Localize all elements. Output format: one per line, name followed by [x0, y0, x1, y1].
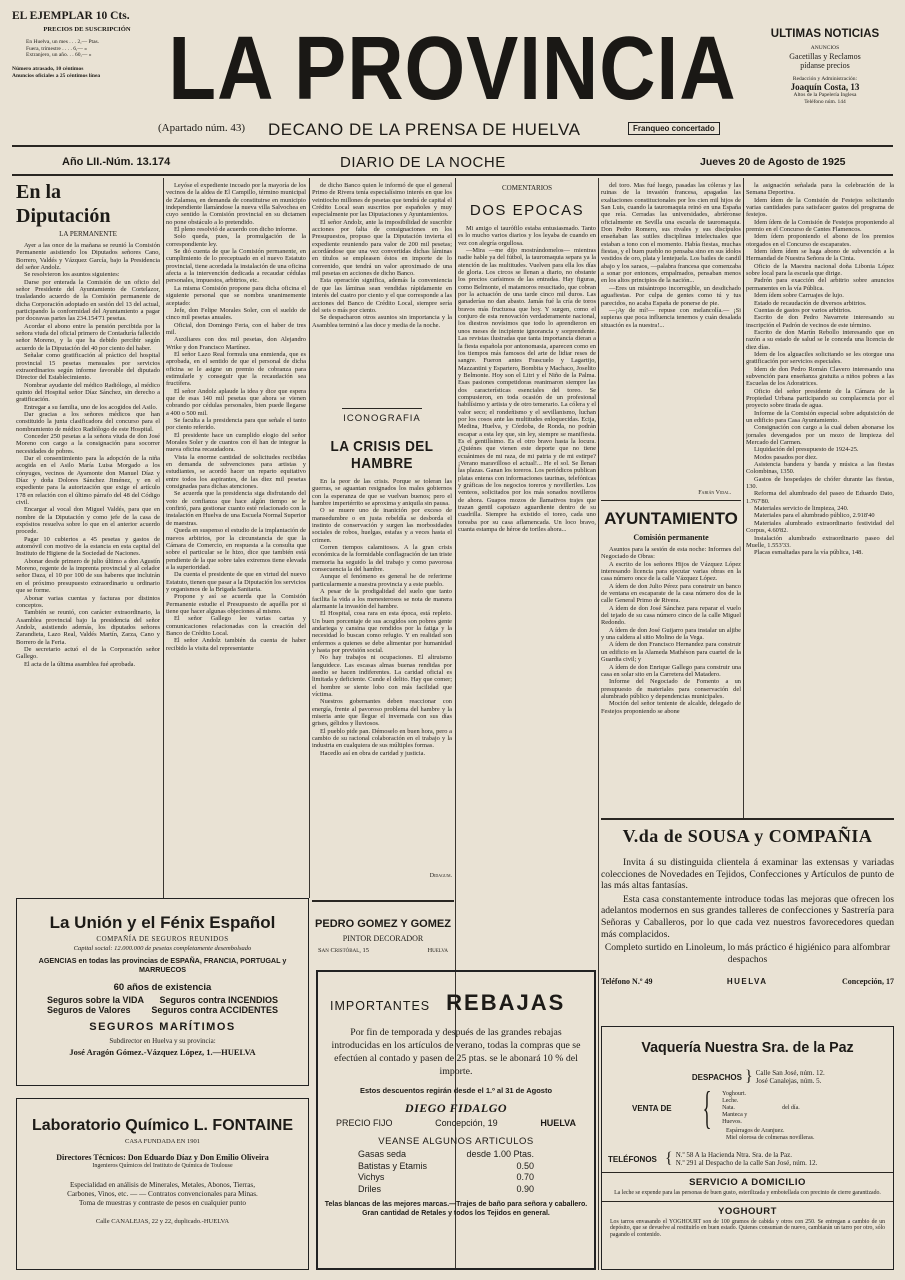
paragraph: Idem ídem proponiendo el abono de los premios otorgados en el Concurso de escaparates. [746, 233, 894, 248]
paragraph: Oficial, don Domingo Feria, con el haber de tres mil. [166, 321, 306, 336]
despachos [632, 1068, 883, 1086]
paragraph: A ídem de don Julio Pérez para construir un banco de ventana en escaparate de la casa número dos de la calle General Primo de Rivera. [601, 582, 741, 605]
paragraph: Corren tiempos calamitosos. A la gran crisis económica de la formidable conflagración de tan triste memoria ha seguido la del trabajo y como pavorosa consecuencia la del hambre. [312, 544, 452, 574]
headline: DOS EPOCAS [469, 202, 585, 219]
price: EL EJEMPLAR 10 Cts. [12, 10, 130, 22]
address: Joaquín Costa, 13 [790, 82, 860, 93]
paragraph: El señor Andolz aplaude la idea y dice que espera que de esas 140 mil pesetas que ahora se vienen cobrando por cédulas personales, bien puede llegarse a 400 o 500 mil. [166, 387, 306, 417]
paragraph: No hay trabajos ni ocupaciones. El altruismo languidece. Las escasas almas buenas rendidas por asedio se hacen indiferentes. La caridad oficial es limitada y deficiente. Cunde el delito. Hay que comer; el hombre se siente lobo con más facilidad que víctima. [312, 654, 452, 698]
paragraph: Asistencia bandera y banda y música a las fiestas Colombinas, 1350. [746, 461, 894, 476]
ad-vaqueria [601, 1026, 894, 1270]
newspaper-subtitle: DECANO DE LA PRENSA DE HUELVA [268, 120, 581, 139]
ad-title: Vaquería Nuestra Sra. de la Paz [641, 1039, 854, 1056]
product: Miel olorosa de colmenas novilleras. [726, 1135, 815, 1141]
subs-title: PRECIOS DE SUSCRIPCIÓN [43, 26, 131, 33]
paragraph: El acta de la última asamblea fué aprobada. [24, 660, 136, 668]
paragraph: Se despacharon otros asuntos sin importancia y la Asamblea terminó a las doce y media de la noche. [312, 314, 452, 329]
ad-sub: CASA FUNDADA EN 1901 [125, 1138, 200, 1145]
service: SERVICIO A DOMICILIO [689, 1177, 806, 1188]
paragraph: Informe del Negociado de Fomento a un presupuesto de materiales para conservación del alumbrado público y dependencias municipales. [601, 678, 741, 700]
signature: Fabián Vidal. [698, 490, 731, 496]
paragraph: El pueblo pide pan. Démoselo en buen hora, pero a cambio de su racional colaboración en el trabajo y la industria en cualquiera de sus múltiples formas. [312, 727, 452, 750]
address: Calle CANALEJAS, 22 y 22, duplicado.-HUELVA [95, 1218, 230, 1225]
paragraph: Hacedlo así en obra de caridad y justicia. [320, 749, 426, 757]
subdirector: Subdirector en Huelva y su provincia: [109, 1037, 216, 1045]
paragraph: —Eres un misántropo incorregible, un desdichado aguafiestas. Por culpa de gentes como tú y tus parecidos, no acaba España de ponerse de pie. [601, 284, 741, 307]
ad-title: REBAJAS [446, 990, 566, 1015]
item: Vichys [358, 1172, 385, 1182]
ad-title: IMPORTANTES [330, 999, 431, 1013]
date: Jueves 20 de Agosto de 1925 [700, 156, 846, 168]
shop-info [336, 1118, 576, 1128]
ad-union-fenix [16, 898, 309, 1086]
paragraph: Abonar desde primero de julio último a don Agustín Moreno, regente de la imprenta provincial y al celador señor Daza, el 10 por 100 de sus haberes que incluirán en el próximo presupuesto extraordinario u ordinario que se forme. [16, 557, 160, 595]
item: Driles [358, 1183, 382, 1194]
ad-rebajas [316, 970, 596, 1270]
paragraph: Idem de don Pedro Román Clavero interesando una subvención para enseñanza gratuita a niños pobres a las Escuelas de los Adoratrices. [746, 365, 894, 388]
paragraph: Instalación alumbrado extraordinario paseo del Muelle, 1.553'33. [746, 534, 894, 549]
right-line: ANUNCIOS [810, 45, 840, 51]
admin: Redacción y Administración: [792, 75, 858, 82]
service-line: Especialidad en análisis de Minerales, Metales, Abonos, Tierras, [69, 1181, 256, 1189]
paragraph: Moción del señor teniente de alcalde, delegado de Festejos proponiendo se abone [601, 700, 741, 715]
telefonos [608, 1150, 885, 1168]
ad-body: Por fin de temporada y después de las grandes rebajas introducidas en los artículos de verano, todas la compras que se efectúen al contado y pasen de 25 ptas. se le abonará 10 % del importe. [331, 1027, 581, 1077]
paragraph: Materiales servicio de limpieza, 240. [754, 505, 849, 513]
section-label: COMENTARIOS [502, 184, 552, 192]
directors-note: Ingenieros Químicos del Instituto de Química de Toulouse [92, 1163, 233, 1169]
paragraph: El señor Andolz también da cuenta de haber recibido la visita del representante [166, 637, 306, 652]
paragraph: Asuntos para la sesión de esta noche: Informes del Negociado de Obras: [601, 546, 741, 561]
ad-footer: Telas blancas de las mejores marcas.—Trajes de baño para señora y caballero. [324, 1201, 588, 1208]
product: Leche. [722, 1097, 739, 1104]
issue-number: Año LII.-Núm. 13.174 [62, 156, 171, 168]
agent: José Aragón Gómez.-Vázquez López, 1.—HUELVA [69, 1047, 256, 1057]
paragraph: Estado de recaudación de diversos arbitrios. [754, 299, 867, 307]
service-note: La leche se expende para las personas de buen gusto, esterilizada y embotellada con precinto de cierre garantizado. [614, 1190, 881, 1196]
paragraph: —Mira —me dijo mostrándomelos— mientras nadie hable ya del fútbol, la tauromaquia separa ya la atención de las multitudes. Vuelven para ella los días de gloria. Los circos se llenan a diario, no obstante los precios carísimos de las entradas. Hay figuras, como Belmonte, el matamoros resucitado, que cobran por la actuación de una tarde cinco mil duros. Las ganaderías no dan abasto. Jamás fué la cría de toros bravos más fructuosa que hoy. Y surgen, como el conjuro de esta renovación verdaderamente nacional, los diestros novísimos que todo lo aprendieron en unos meses de incipiente ignorancia y sorprendente. Las revistas ilustradas que tanta importancia dieran a la fiesta española por antonomasia, aparecen como en los tiempos más famosos del arte de lidiar reses de sangre. Fueron antes Frascuelo y Lagartijo, Mazzantini y Espartero, Bombita y Machaco, Joselito y Belmonte. Hoy son el Litri y el Niño de la Palma. Esas pasiones competidoras reanimaron siempre las dos características esenciales del toreo. Se compusieron, en toda ocasión de un profesional habilísimo y artista y de otro temerario. La cólera y el valor seco; el rondeñismo y el sevillanismo, luchan por los cosos ante las multitudes enloquecidas. Ecija, Medina, Huelva, y Córdoba, de Ronda, no podrán escapar a esta ley que, sin ley, siempre se manifiesta. Es el gentilísimo. Es el otro bravo hasta la locura. ¿Quiénes que vienen este deporte que no tiene ecuánimes de mi raza, de mi patria y de mi estirpe? ¡Verano maravilloso el actual!... He el sol. Se llenan las plazas. Ganan los toreros. Los periódicos publican platas enteras con informaciones taurinas, telefónicas y gráficas de los negocios toreros y novilleriles. Los venteos, solicitados por los más sonados novilleros de ahora. Guapos mozos de llamativos trajes que trazan gentil capotazo aguardiente dentro de su cuadrilla. Siempre ha existido el toreo, cada uno toreaba por su casa aflamencada. Un loco bravo, cuanta estampa de héroe de toriles ahora... [458, 247, 596, 534]
address: Concepción, 17 [841, 977, 894, 987]
paragraph: O se muere uno de inanición por exceso de mansedumbre o en justa rebeldía se desborda el instinto de conservación y surgen las morbosidades sociales de robos, huelgas, estafas y a veces hasta el crimen. [312, 507, 452, 544]
paragraph: Abonar varias cuentas y facturas por distintos conceptos. [16, 594, 160, 609]
paragraph: Nombrar ayudante del médico Radiólogo, al médico quinto del Hospital señor Díaz Sánchez, sin derecho a gratificación. [16, 381, 160, 404]
address: San Cristóbal, 15 [318, 946, 369, 954]
address2: Altos de la Papelería Inglesa [793, 92, 857, 99]
ad-sub: PINTOR DECORADOR [342, 933, 424, 943]
precio-fijo: PRECIO FIJO [336, 1118, 393, 1128]
subs-line: Extranjero, un año. . . 60,— » [26, 52, 92, 59]
headline: LA CRISIS DEL HAMBRE [330, 438, 434, 472]
paragraph: Placas esmaltadas para la vía pública, 148. [754, 549, 863, 557]
paragraph: El señor Gallego lee varias cartas y comunicaciones relacionadas con la creación del Banco de Crédito Local. [166, 615, 306, 637]
paragraph: Queda en suspenso el estudio de la implantación de nuevos arbitrios, por la circunstancia de que la Cámara de Comercio, en respuesta a la consulta que sobre el particular se le hizo, dice que también está pendiente de la que sobre tales extremos tiene elevada a la superioridad. [166, 527, 306, 571]
column-rule [598, 178, 599, 1270]
agencias: AGENCIAS en todas las provincias de ESPAÑA, FRANCIA, PORTUGAL y MARRUECOS [38, 956, 287, 974]
note: Anuncios oficiales a 25 céntimos línea [12, 72, 101, 79]
paragraph: Materiales alumbrado extraordinario festividad del Corpus, 4.60'82. [746, 519, 894, 535]
paragraph: Acordar el abono entre la pensión percibida por la señora viuda del oficial primero de Contaduría fallecido señor Moreno, y la que ha debido percibir según acuerdo de la Diputación del 40 por ciento del haber. [16, 322, 160, 352]
paragraph: Escrito de don Pedro Navarrete interesando su inscripción el Padrón de vecinos de este término. [746, 314, 894, 329]
masthead-center [160, 17, 745, 119]
city: HUELVA [726, 977, 768, 987]
paragraph: Idem ídem ídem se haga abono de subvención a la Hermandad de Nuestra Señora de la Cinta. [746, 248, 894, 263]
service-line: Carbones, Vinos, etc. — — Contratos convencionales para Minas. [67, 1190, 258, 1198]
paragraph: Liquidación del presupuesto de 1924-25. [754, 446, 859, 454]
diario-de-la-noche: DIARIO DE LA NOCHE [340, 154, 506, 171]
item-price: 0.90 [516, 1183, 534, 1194]
paragraph: Idem ídem de la Comisión de Festejos proponiendo al premio en el Concurso de Cantes Flamencos. [746, 218, 894, 234]
paragraph: Escrito de don Martín Rebollo interesando que en razón a su estado de salud se le conceda una licencia de diez días. [746, 328, 894, 351]
item-price: 0.50 [516, 1160, 534, 1171]
line: Seguros sobre la VIDA [47, 995, 145, 1005]
paragraph: —¡Ay de mí!— repuse con melancolía.— ¡Si supieras que poca influencia tenemos y cuán desalada situación es la nuestra!... [601, 306, 741, 329]
maritimos: SEGUROS MARÍTIMOS [89, 1021, 236, 1033]
paragraph: De secretario actuó el de la Corporación señor Gallego. [16, 645, 160, 661]
article-diputacion [16, 180, 160, 932]
apartado: (Apartado núm. 43) [158, 122, 246, 134]
paragraph: Se resolvieron los asuntos siguientes: [24, 271, 120, 279]
paragraph: A ídem de don Enrique Gallego para construir una casa en solar sito en la Carretera del Matadero. [601, 663, 741, 678]
ad-pedro-gomez [312, 900, 454, 954]
article-continuation [166, 182, 306, 894]
line: Seguros contra INCENDIOS [159, 995, 278, 1005]
paragraph: Solo queda, pues, la promulgación de la correspondiente ley. [166, 233, 306, 248]
column-3 [312, 182, 452, 879]
paragraph: Dar gracias a los señores médicos que han constituido la junta clasificadora del concurso para el nombramiento de médico Radiólogo de este Hospital. [16, 410, 160, 433]
paragraph: Cuentas de gastos por varios arbitrios. [754, 306, 852, 314]
directors: Directores Técnicos: Don Eduardo Díaz y Don Emilio Oliveira [56, 1153, 269, 1162]
item: Gasas seda [358, 1149, 407, 1159]
article-body [601, 182, 741, 490]
paragraph: El pleno resolvió de acuerdo con dicho informe. [174, 226, 298, 234]
paragraph: Propone y así se acuerda que la Comisión Permanente estudie el Presupuesto de aquélla por si tiene que hacer algunas objeciones al mismo. [166, 593, 306, 615]
subs-line: En Huelva, un mes . . . 2,— Ptas. [26, 39, 100, 46]
city: Huelva [427, 946, 448, 954]
article-body [312, 478, 452, 873]
article-dos-epocas [458, 184, 596, 845]
item-price: 0.70 [516, 1172, 534, 1182]
divider [602, 1172, 893, 1173]
product: Nata. [722, 1104, 735, 1111]
divider [312, 900, 454, 902]
paragraph: Ayer a las once de la mañana se reunió la Comisión Permanente asistiendo los Diputados señores Cano, Borrero, Valdés y Vázquez García, bajo la Presidencia del señor Andolz. [16, 242, 160, 272]
service-line: Toma de muestras y contraste de pesos en cualquier punto [79, 1199, 246, 1207]
paragraph: A ídem de don José Guijarro para instalar un aljibe y una caldera al sitio Molino de la Vega. [601, 626, 741, 642]
ad-title: V.da de SOUSA y COMPAÑIA [622, 826, 873, 846]
paragraph: Gastos de hospedajes de chófer durante las fiestas, 130. [746, 475, 894, 491]
veanse: VEANSE ALGUNOS ARTICULOS [378, 1136, 534, 1147]
ad-footer [601, 977, 894, 986]
article-body [16, 242, 160, 932]
signature: Didagum. [429, 873, 452, 879]
divider [601, 818, 894, 820]
ad-title: La Unión y el Fénix Español [49, 913, 276, 932]
headline: En la Diputación [16, 181, 111, 227]
ad-title: PEDRO GOMEZ Y GOMEZ [315, 917, 451, 930]
paragraph: Dar el consentimiento para la adopción de la niña acogida en el Asilo María Luisa Morgado a los cónyuges, vecinos de Ayamonte don Manuel Díaz y Díaz y doña Dolores Sánchez Jiménez, y en el expediente para la autorización que exige el artículo 178 en relación con el último párrafo del 48 del Código civil. [16, 454, 160, 507]
years: 60 años de existencia [113, 982, 212, 993]
item: Batistas y Etamis [358, 1160, 428, 1171]
despacho: Calle San José, núm. 12. [755, 1069, 825, 1077]
paragraph: Jefe, don Felipe Morales Soler, con el sueldo de cinco mil pesetas anuales. [166, 306, 306, 322]
ad-paragraph: Invita á su distinguida clientela á examinar las extensas y variadas colecciones de Novedades en Tejidos, Confecciones y Artículos de punto de las más altas fantasías. [601, 857, 894, 892]
divider [342, 408, 422, 409]
ad-sub: COMPAÑÍA DE SEGUROS REUNIDOS [96, 935, 229, 943]
paragraph: Idem ídem sobre Carruajes de lujo. [754, 292, 844, 300]
column-rule [743, 178, 744, 818]
subheadline: LA PERMANENTE [59, 230, 117, 238]
ad-dates: Estos descuentos regirán desde el 1.º al 31 de Agosto [359, 1086, 553, 1095]
paragraph: Aunque el fenómeno es general he de referirme particularmente a nuestra provincia y a este pueblo. [312, 573, 452, 588]
label: TELÉFONOS [608, 1154, 657, 1164]
masthead-rule [12, 145, 893, 147]
paragraph: Consignación con cargo a la cual deben abonarse los jornales devengados por un mozo de limpieza del Mercado del Carmen. [746, 424, 894, 447]
ad-header [330, 990, 582, 1016]
telephone: Teléfono N.º 49 [601, 977, 653, 987]
product: Espárragos de Aranjuez. [726, 1128, 785, 1134]
brace-icon: } [745, 1068, 753, 1085]
ultimas-noticias: ULTIMAS NOTICIAS [770, 28, 880, 40]
paragraph: Idem ídem de la Comisión de Festejos solicitando varias cantidades para satisfacer gastos del programa de festejos. [746, 196, 894, 219]
paragraph: Modos pasados por diez. [754, 453, 818, 461]
masthead-right [752, 28, 898, 105]
capital: Capital social: 12.000.000 de pesetas completamente desembolsado [73, 945, 252, 952]
paragraph: Se faculta a la presidencia para que señale el tanto por ciento referido. [166, 417, 306, 432]
ad-laboratorio [16, 1098, 309, 1270]
paragraph: Nuestros gobernantes deben reaccionar con energía, frente al pavoroso problema del hambre y la miseria ante que llegue el invernada con sus días grises, gélidos y lluviosos. [312, 698, 452, 728]
paragraph: Se dió cuenta de que la Comisión permanente, en cumplimiento de lo preceptuado en el nuevo Estatuto provincial, tiene acordada la instalación de una oficina afecta a la intervención dedicada a recaudar cédulas personales, impuestos, arbitrios, etc. [166, 248, 306, 285]
subs-line: Fuera, trimestre . . . . 6,— » [26, 45, 87, 52]
paragraph: A pesar de la prodigalidad del suelo que tanto facilita la vida a los menesterosos se nota de manera alarmante la invasión del hambre. [312, 588, 452, 610]
ad-title: Laboratorio Químico L. FONTAINE [31, 1117, 294, 1134]
paragraph: Vista la enorme cantidad de solicitudes recibidas en demanda de subvenciones para artistas y estudiantes, se acordó hacer un reparto equitativo entre todos los aspirantes, de las diez mil pesetas consignadas para dichas atenciones. [166, 453, 306, 491]
franqueo-box: Franqueo concertado [628, 122, 720, 135]
paragraph: También se reunió, con carácter extraordinario, la Asamblea provincial bajo la presidencia del señor Andolz, asistiendo además, los diputados señores Zarandieta, Lazo Real, Valdés Martín, Zarza, Cano y Borrero de la Feria. [16, 609, 160, 646]
paragraph: Padrón para exacción del arbitrio sobre anuncios permanentes en la vía Pública. [746, 277, 894, 292]
section-label: ICONOGRAFIA [343, 413, 421, 424]
note: del día. [782, 1104, 800, 1111]
product: Huevos. [722, 1118, 742, 1125]
subs-prices [26, 39, 162, 59]
despacho: José Canalejas, núm. 5. [755, 1077, 822, 1085]
subheadline: Comisión permanente [633, 533, 709, 542]
label: DESPACHOS [691, 1072, 742, 1082]
paragraph: Auxiliares con dos mil pesetas, don Alejandro Wrike y don Francisco Martínez. [166, 336, 306, 351]
line: Seguros de Valores [47, 1005, 131, 1015]
shop-name: DIEGO FIDALGO [404, 1101, 508, 1115]
telephone: Teléfono núm. 144 [804, 98, 846, 105]
newspaper-title: LA PROVINCIA [168, 17, 737, 119]
paragraph: Pagar 10 cubiertos a 45 pesetas y gastos de automóvil con motivo de la estancia en esta capital del Instituto de Higiene de la Sociedad de Naciones. [16, 535, 160, 558]
brace-icon: { [665, 1150, 673, 1167]
right-line: pídanse precios [800, 60, 850, 70]
ad-sousa [601, 826, 894, 986]
paragraph: El presidente hace un cumplido elogio del señor Morales Soler y de cuantos con él han de integrar la nueva oficina recaudadora. [166, 431, 306, 454]
ad-address [312, 947, 454, 954]
price-list [358, 1149, 534, 1195]
paragraph: El señor Andolz, ante la imposibilidad de suscribir acciones por falta de consignaciones en los Presupuestos, propuso que la Diputación invierta el expediente reuniendo para valor de 200 mil pesetas; acordándose que una vez convertidas dichas láminas en títulos se empleasen éstos en importe de lo convenido, que tendrá un valor aproximado de una mil pesetas en acciones de dicho Banco. [312, 218, 452, 278]
insurance-lines [17, 993, 308, 1017]
brace-icon: { [702, 1082, 712, 1133]
product: Yoghourt. [722, 1090, 746, 1097]
paragraph: Leyóse el expediente incoado por la mayoría de los vecinos de la aldea de El Campillo, término municipal de Zalamea, en demanda de constituirse en municipio independiente llamándose la nueva villa Salvochea en cuyo sentido la Comisión provincial en su dictamen no pone obstáculo a lo pretendido. [166, 182, 306, 226]
paragraph: El Hospital, cosa rara en esta época, está repleto. Un buen porcentaje de sus acogidos son pobres gente andariega y cansina que rendidos por la fatiga y la necesidad lo buscan como refugio. Y en realidad son enfermos a quienes se debe alimentar por humanidad y hasta por previsión social. [312, 610, 452, 654]
paragraph: Se acuerda que la presidencia siga disfrutando del voto de confianza que hace algún tiempo se le confirió, para gestionar cuanto esté relacionado con la instalación en Huelva de una Escuela Normal Superior de maestras. [166, 490, 306, 527]
paragraph: Materiales para el alumbrado público, 2.918'40 [754, 512, 875, 520]
paragraph: de dicho Banco quien le informó de que el general Primo de Rivera tenía especialísimo interés en que los veintiocho millones de pesetas que tendrá de capital el Crédito Local sean suscritos por españoles y muy especialmente por las Diputaciones y Ayuntamientos. [312, 182, 452, 219]
paragraph: A escrito de los señores Hijos de Vázquez López interesando licencia para ejecutar varias obras en la casa número once de la calle Vázquez López. [601, 560, 741, 583]
product: Manteca y [722, 1111, 748, 1118]
venta-extra [726, 1128, 893, 1142]
paragraph: Darse por enterada la Comisión de un oficio del señor Presidente del Ayuntamiento de Cortelazor, trasladando acuerdo de la Comisión permanente de dicha Corporación adoptado en sesión del 13 del actual, participando la conformidad del Ayuntamiento a pagar por doceavas partes las 234.154'71 pesetas. [16, 278, 160, 323]
paragraph: la asignación señalada para la celebración de la Semana Deportiva. [746, 182, 894, 197]
paragraph: La misma Comisión propone para dicha oficina el siguiente personal que se nombra unanimemente aceptado: [166, 284, 306, 307]
masthead-left [12, 10, 162, 79]
telephone: N.º 291 al Despacho de la calle San José, núm. 12. [675, 1159, 818, 1167]
telephone: N.º 58 A la Hacienda Ntra. Sra. de la Paz. [675, 1151, 792, 1159]
paragraph: El señor Lazo Real formula una enmienda, que es aprobada, en el sentido de que el personal de dicha oficina se le asigne un premio de cobranza para estimularle y conseguir que la recaudación sea fructífera. [166, 350, 306, 388]
paragraph: A ídem de don José Sánchez para reparar el vuelo del tejado de su casa número cinco de la calle Miguel Redondo. [601, 604, 741, 627]
city: HUELVA [540, 1118, 576, 1128]
paragraph: Oficio de la Maestra nacional doña Libonia López sobre local para la escuela que dirige. [746, 262, 894, 278]
item-price: desde 1.00 Ptas. [466, 1149, 534, 1159]
paragraph: A ídem de don Francisco Hernandez para construir un edificio en la Alameda Mathéson para cuartel de la Guardia civil; y [601, 641, 741, 664]
paragraph: Esta operación significa, además la conveniencia de que las láminas sean vendidas rápidamente en interés del cuatro por ciento y el que corresponde a las acciones del Banco de Crédito Local, siempre sería del seis o más por ciento. [312, 277, 452, 314]
paragraph: Da cuenta el presidente de que en virtud del nuevo Estatuto, tienen que pasar a la Diputación los servicios y organismos de la Brigada Sanitaria. [166, 571, 306, 593]
column-6 [746, 182, 894, 814]
dateline-rule [12, 174, 893, 176]
paragraph: Encargar al vocal don Miguel Valdés, para que en nombre de la Diputación y como jefe de la casa de expósitos resuelva sobre lo que en el anterior acuerdo procede. [16, 506, 160, 536]
ad-paragraph: Esta casa constantemente introduce todas las mejoras que ofrecen los adelantos modernos en sus grandes talleres de confecciones y Sastrería para Señoras y Caballeros, por lo que cada vez nuestros favorecedores quedan más complacidos. [601, 893, 894, 940]
column-5 [601, 182, 741, 792]
paragraph: Reforma del alumbrado del paseo de Eduardo Dato, 1.767'80. [746, 490, 894, 505]
article-body [458, 225, 596, 845]
paragraph: Mi amigo el taurófilo estaba entusiasmado. Tanto es lo mucho varios diarios y los leyaba de cuando en vez con alegría orgullosa. [458, 225, 596, 247]
paragraph: En la peor de las crisis. Porque se toleran las guerras, se aguantan resignados los males gobiernos con la esperanza de que se vuelvan buenos; pero el hambre impertérrito se aproxima y aniquila sin pausa. [312, 478, 452, 508]
line: Seguros contra ACCIDENTES [151, 1005, 278, 1015]
paragraph: Oficio del señor presidente de la Cámara de la Propiedad Urbana participando su complacencia por el proyecto sobre tirada de agua. [746, 387, 894, 410]
paragraph: del toro. Mas fué luego, pasadas las cóleras y las ruinas de la invasión francesa, apagadas las exaltaciones constitucionales por los cien mil hijos de San Luis, cuando la tauromaquia reinó en una España que reía. Cerradas las universidades, abriéronse oficialmente en Sevilla una escuela de tauromaquia. Don Pedro Romero, sus rivales y sus discípulos enseñaban las sutiles disciplinas intelectuales que estaban a tono con el momento. Había fiestas, muchas fiestas, y el buen pueblo no pensaba sino en sus ídolos vestidos de oro, plata y lentejuela. Los bailes de candil abajo y los saraos, —palabra francesa que comenzaba a sonar por entonces, empalmados, pensaban menos en los altos principios de la nación... [601, 182, 741, 285]
paragraph: Conceder 250 pesetas a la señora viuda de don José Moreno con cargo a la consignación para socorrer necesidades de pobres. [16, 432, 160, 455]
services [17, 1181, 308, 1208]
divider [601, 500, 741, 501]
article-body [601, 546, 741, 792]
column-rule [163, 178, 164, 898]
right-line: Gacetillas y Reclamos [789, 51, 861, 61]
paragraph: Señalar como gratificación al práctico del hospital provincial 15 pesetas mensuales por servicios extraordinarios según informe favorable del diputado Director del Establecimiento. [16, 352, 160, 382]
headline: AYUNTAMIENTO [604, 509, 738, 528]
divider [602, 1201, 893, 1202]
paragraph: Entregar a su familia, uno de los acogidos del Asilo. [24, 403, 158, 411]
article-body [312, 182, 452, 404]
yoghourt-note: Los tarros envasando el YOGHOURT son de 100 gramos de cabida y otros con 250. Se entregan a cambio de un depósito, que se devuelve al restituirlo en buen estado. Quienes consuman de nuevo, cambiarán un tarro por otro, sólo pagando el contenido. [610, 1218, 885, 1238]
address: Concepción, 19 [435, 1118, 498, 1128]
ad-footer: Gran cantidad de Retales y todos los Tejidos en general. [362, 1210, 550, 1217]
column-rule [309, 178, 310, 898]
ad-paragraph: Completo surtido en Linoleum, lo más práctico é higiénico para alfombrar despachos [604, 942, 891, 965]
paragraph: Informe de la Comisión especial sobre adquisición de un edificio para Casa Ayuntamiento. [746, 409, 894, 424]
paragraph: Idem de los alguaciles solicitando se les otorgue una gratificación por servicios especiales. [746, 350, 894, 366]
yoghourt: YOGHOURT [718, 1205, 777, 1217]
note: Número atrasado, 10 céntimos [12, 65, 84, 72]
label: VENTA DE [632, 1103, 672, 1113]
